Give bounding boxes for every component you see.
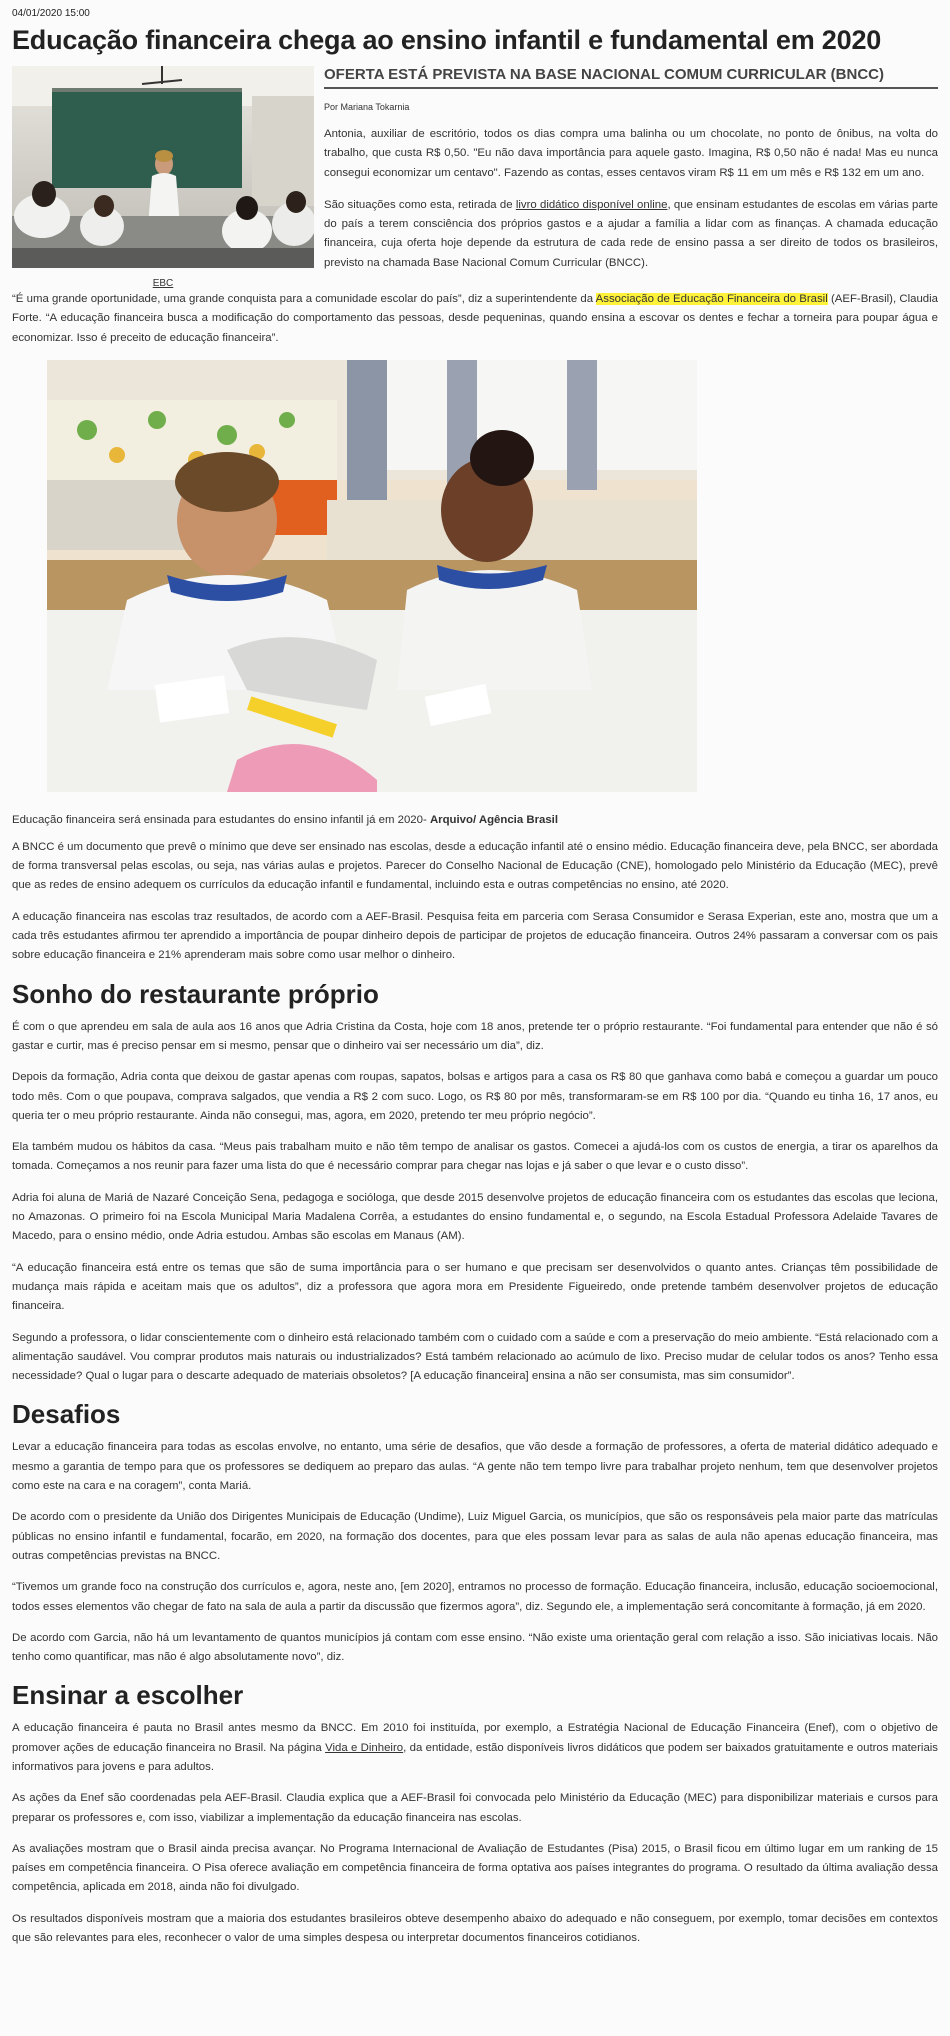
text-run: , que ensinam estudantes de escolas em várias parte do país a terem consciência dos próprios gastos e a ajudar a família a lidar com as finanças. A chamada educação financeira, cuja oferta hoje depende da estrutura de cada rede de ensino passa a ser direito de todos os brasileiros, previsto na chamada Base Nacional Comum Curricular (BNCC).	[324, 198, 939, 269]
highlighted-org-name[interactable]: Associação de Educação Financeira do Brasil	[595, 293, 828, 305]
lead-figure	[12, 66, 314, 289]
paragraph	[324, 196, 938, 273]
caption-text: Educação financeira será ensinada para estudantes do ensino infantil já em 2020-	[12, 813, 430, 826]
vida-e-dinheiro-link[interactable]: Vida e Dinheiro	[325, 1741, 404, 1754]
section-heading-sonho: Sonho do restaurante próprio	[12, 978, 379, 1009]
paragraph: Os resultados disponíveis mostram que a maioria dos estudantes brasileiros obteve desempenho abaixo do adequado e não conseguem, por exemplo, tomar decisões em contextos que são relevantes para eles, reconhecer o valor de uma simples despesa ou interpretar documentos financeiros cotidianos.	[12, 1912, 938, 1945]
text-run: A educação financeira é pauta no Brasil antes mesmo da BNCC. Em 2010 foi instituída, por exemplo, a Estratégia Nacional de Educação Financeira (Enef), com o objetivo de promover ações de educação financeira no Brasil. Na página	[12, 1722, 938, 1754]
paragraph: De acordo com o presidente da União dos Dirigentes Municipais de Educação (Undime), Luiz Miguel Garcia, os municípios, que são os responsáveis pela maior parte das matrículas públicas no ensino infantil e fundamental, focarão, em 2020, na formação dos docentes, para que eles possam levar para as salas de aula não apenas educação financeira, mas outras competências previstas na BNCC.	[12, 1511, 938, 1562]
paragraph	[12, 1719, 938, 1777]
paragraph: As avaliações mostram que o Brasil ainda precisa avançar. No Programa Internacional de Avaliação de Estudantes (Pisa) 2015, o Brasil ficou em último lugar em um ranking de 15 países em competência financeira. O Pisa oferece avaliação em competência financeira de forma optativa aos países integrantes do programa. O resultado da última avaliação dessa competência, aplicada em 2018, ainda não foi divulgado.	[12, 1842, 938, 1894]
paragraph: As ações da Enef são coordenadas pela AEF-Brasil. Claudia explica que a AEF-Brasil foi convocada pelo Ministério da Educação (MEC) para disponibilizar materiais e cursos para preparar os professores e, com isso, viabilizar a implementação da educação financeira nas escolas.	[12, 1792, 938, 1824]
text-run: São situações como esta, retirada de	[324, 198, 516, 211]
paragraph: A educação financeira nas escolas traz resultados, de acordo com a AEF-Brasil. Pesquisa feita em parceria com Serasa Consumidor e Serasa Experian, este ano, mostra que um a cada três estudantes afirmou ter aprendido a importância de poupar dinheiro depois de participar de projetos de educação financeira. Outros 24% passaram a conversar com os pais sobre educação financeira e 21% aprenderam mais sobre como usar melhor o dinheiro.	[12, 910, 938, 962]
paragraph	[12, 290, 938, 348]
livro-didatico-link[interactable]: livro didático disponível online	[515, 198, 668, 211]
paragraph: A BNCC é um documento que prevê o mínimo que deve ser ensinado nas escolas, desde a educação infantil até o ensino médio. Educação financeira deve, pela BNCC, ser abordada de forma transversal pelas escolas, ou seja, nas várias aulas e projetos. Parecer do Conselho Nacional de Educação (CNE), homologado pelo Ministério da Educação (MEC), prevê que as redes de ensino adequem os currículos da educação infantil e fundamental, incluindo esta e outras competências no ensino, até 2020.	[12, 840, 938, 892]
paragraph: Segundo a professora, o lidar conscientemente com o dinheiro está relacionado também com o cuidado com a saúde e com a preservação do meio ambiente. “Está relacionado com a alimentação saudável. Vou comprar produtos mais naturais ou industrializados? Está também relacionado ao acúmulo de lixo. Preciso mudar de celular todos os anos? Tenho essa necessidade? Qual o lugar para o descarte adequado de materiais obsoletos? [A educação financeira] ensina a não ser consumista, mas sim consumidor”.	[12, 1331, 938, 1383]
classroom-photo	[12, 66, 314, 268]
paragraph: É com o que aprendeu em sala de aula aos 16 anos que Adria Cristina da Costa, hoje com 18 anos, pretende ter o próprio restaurante. “Foi fundamental para entender que não é só gastar e curtir, mas é preciso pensar em si mesmo, pensar que o dinheiro vai ser necessário um dia”, diz.	[12, 1020, 938, 1052]
children-classroom-photo	[47, 360, 697, 792]
text-run: , da entidade, estão disponíveis livros didáticos que podem ser baixados gratuitamente e outros materiais informativos para jovens e para adultos.	[12, 1741, 938, 1773]
paragraph: “A educação financeira está entre os temas que são de suma importância para o ser humano e que precisam ser desenvolvidos o quanto antes. Crianças têm possibilidade de mudança mais rápida e aceitam mais que os adultos”, diz a professora que agora mora em Presidente Figueiredo, onde pretende também desenvolver projetos de educação financeira.	[12, 1261, 938, 1313]
article-author: Por Mariana Tokarnia	[324, 102, 410, 112]
paragraph: “Tivemos um grande foco na construção dos currículos e, agora, neste ano, [em 2020], entramos no processo de formação. Educação financeira, inclusão, educação socioemocional, todos esses elementos vão chegar de fato na sala de aula a partir da discussão que fizermos agora”, diz. Segundo ele, a implementação será concomitante à formação, já em 2020.	[12, 1581, 938, 1613]
article-title: Educação financeira chega ao ensino infantil e fundamental em 2020	[12, 25, 882, 55]
paragraph: Ela também mudou os hábitos da casa. “Meus pais trabalham muito e não têm tempo de analisar os gastos. Comecei a ajudá-los com os custos de energia, a tirar os aparelhos da tomada. Começamos a nos reunir para fazer uma lista do que é necessário comprar para chegar nas lojas e já saber o que levar e o custo disso”.	[12, 1141, 938, 1173]
paragraph: De acordo com Garcia, não há um levantamento de quantos municípios já contam com esse ensino. “Não existe uma orientação geral com relação a isso. São iniciativas locais. Não tenho como quantificar, mas não é algo absolutamente novo”, diz.	[12, 1631, 938, 1664]
text-run: “É uma grande oportunidade, uma grande conquista para a comunidade escolar do país”, diz a superintendente da	[12, 293, 596, 305]
section-heading-ensinar: Ensinar a escolher	[12, 1680, 244, 1711]
paragraph: Levar a educação financeira para todas as escolas envolve, no entanto, uma série de desafios, que vão desde a formação de professores, a oferta de material didático adequado e mesmo a garantia de tempo para que os professores se dediquem ao preparo das aulas. “A gente não tem tempo livre para trabalhar projeto nenhum, tem que desenvolver projetos como este na cara e na coragem”, conta Mariá.	[12, 1441, 938, 1493]
article-header-block	[12, 66, 938, 290]
caption-credit: Arquivo/ Agência Brasil	[429, 813, 559, 826]
photo-caption	[12, 814, 938, 826]
article-subtitle: OFERTA ESTÁ PREVISTA NA BASE NACIONAL COMUM CURRICULAR (BNCC)	[324, 66, 938, 89]
photo-credit[interactable]: EBC	[152, 278, 174, 289]
article-side-column	[324, 66, 938, 286]
publish-date: 04/01/2020 15:00	[12, 8, 90, 19]
text-run: (AEF-Brasil), Claudia Forte. “A educação financeira busca a modificação do comportamento das pessoas, desde pequeninas, quando ensina a escovar os dentes e fechar a torneira para poupar água e economizar. Isso é preceito de educação financeira”.	[12, 293, 938, 344]
paragraph: Antonia, auxiliar de escritório, todos os dias compra uma balinha ou um chocolate, no ponto de ônibus, na volta do trabalho, que custa R$ 0,50. "Eu não dava importância para aquele gasto. Imagina, R$ 0,50 não é nada! Mas eu nunca consegui economizar um centavo". Fazendo as contas, esses centavos viram R$ 11 em um mês e R$ 132 em um ano.	[324, 128, 938, 179]
section-heading-desafios: Desafios	[12, 1399, 121, 1430]
paragraph: Depois da formação, Adria conta que deixou de gastar apenas com roupas, sapatos, bolsas e artigos para a casa os R$ 80 que ganhava como babá e começou a guardar um pouco todo mês. Com o que poupava, comprava salgados, que vendia a R$ 2 com suco. Logo, os R$ 80 por mês, transformaram-se em R$ 100 por dia. “Quando eu tinha 16, 17 anos, eu queria ter o meu próprio restaurante. Ainda não consegui, mas, agora, em 2020, pretendo ter meu próprio negócio”.	[12, 1071, 938, 1122]
paragraph: Adria foi aluna de Mariá de Nazaré Conceição Sena, pedagoga e socióloga, que desde 2015 desenvolve projetos de educação financeira com os estudantes das escolas que leciona, no Amazonas. O primeiro foi na Escola Municipal Maria Madalena Corrêa, a estudantes do ensino fundamental e, o segundo, na Escola Estadual Professora Adelaide Tavares de Macedo, para o ensino médio, onde Adria estudou. Ambas são escolas em Manaus (AM).	[12, 1191, 938, 1243]
